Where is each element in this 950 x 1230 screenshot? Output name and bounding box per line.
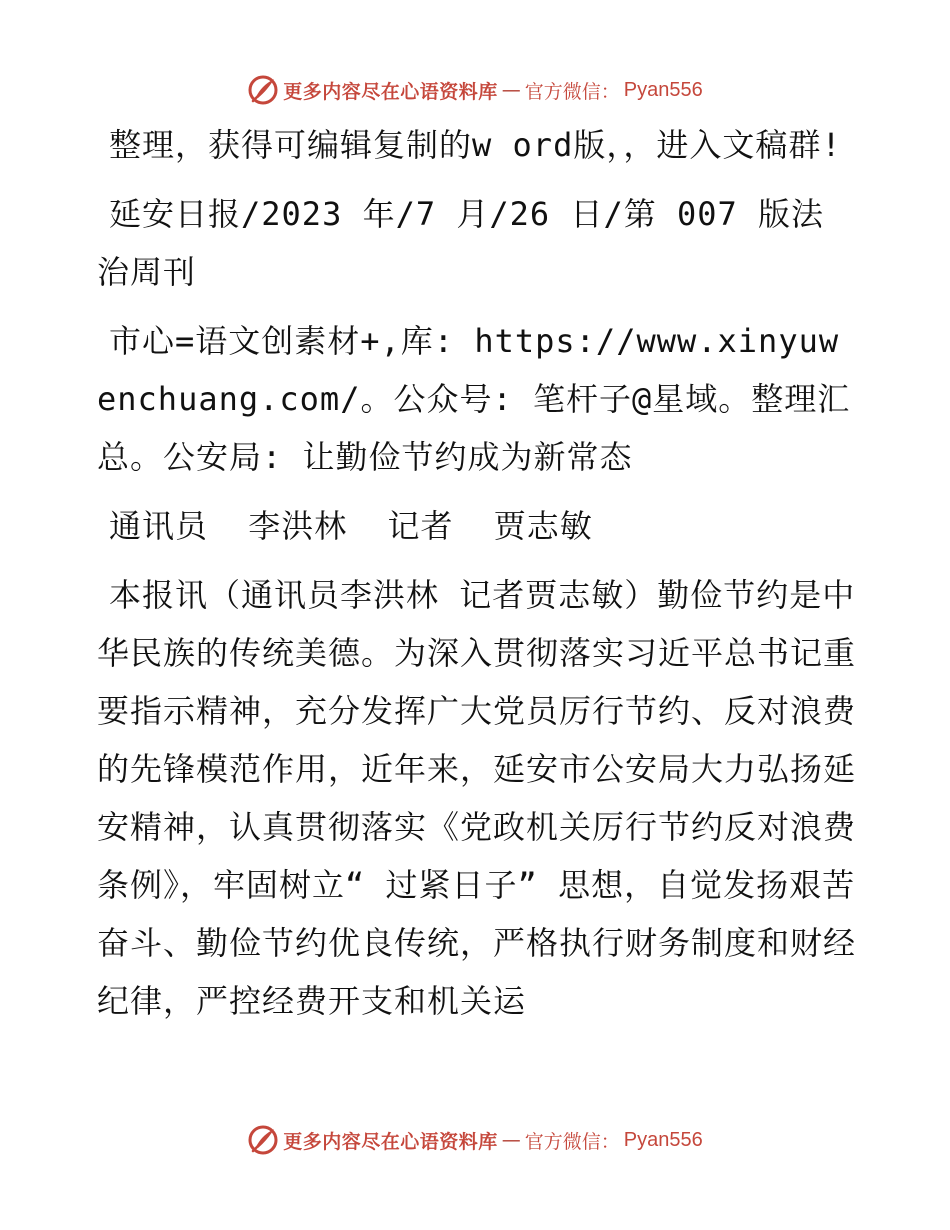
watermark-separator: — xyxy=(501,1129,521,1151)
watermark-banner-top xyxy=(0,72,950,108)
body-paragraph: 本报讯（通讯员李洪林 记者贾志敏）勤俭节约是中华民族的传统美德。为深入贯彻落实习近平总书记重要指示精神，充分发挥广大党员厉行节约、反对浪费的先锋模范作用，近年来，延安市公安局大力弘扬延安精神，认真贯彻落实《党政机关厉行节约反对浪费条例》，牢固树立“ 过紧日子” 思想，自觉发扬艰苦奋斗、勤俭节约优良传统，严格执行财务制度和财经纪律，严控经费开支和机关运 xyxy=(97,576,857,1020)
watermark-separator: — xyxy=(501,79,521,101)
headline-paragraph: 市心=语文创素材+,库: https://www.xinyuwenchuang.com/。公众号: 笔杆子@星域。整理汇总。公安局: 让勤俭节约成为新常态 xyxy=(97,322,851,476)
article-body xyxy=(97,116,857,1041)
watermark-group xyxy=(247,1124,703,1156)
source-line: 延安日报/2023 年/7 月/26 日/第 007 版法治周刊 xyxy=(97,195,825,291)
byline: 通讯员 李洪林 记者 贾志敏 xyxy=(109,507,593,545)
watermark-wechat-id: Pyan556 xyxy=(623,1128,703,1151)
intro-paragraph: 整理，获得可编辑复制的w ord版，，进入文稿群! xyxy=(109,126,842,164)
watermark-banner-bottom xyxy=(0,1122,950,1158)
watermark-wechat-id: Pyan556 xyxy=(623,78,703,101)
watermark-site-text: 更多内容尽在心语资料库 xyxy=(283,80,498,103)
watermark-site-text: 更多内容尽在心语资料库 xyxy=(283,1130,498,1153)
watermark-wechat-label: 官方微信： xyxy=(524,1130,620,1153)
quill-logo-icon xyxy=(247,74,279,106)
watermark-wechat-label: 官方微信： xyxy=(524,80,620,103)
watermark-group xyxy=(247,74,703,106)
quill-logo-icon xyxy=(247,1124,279,1156)
